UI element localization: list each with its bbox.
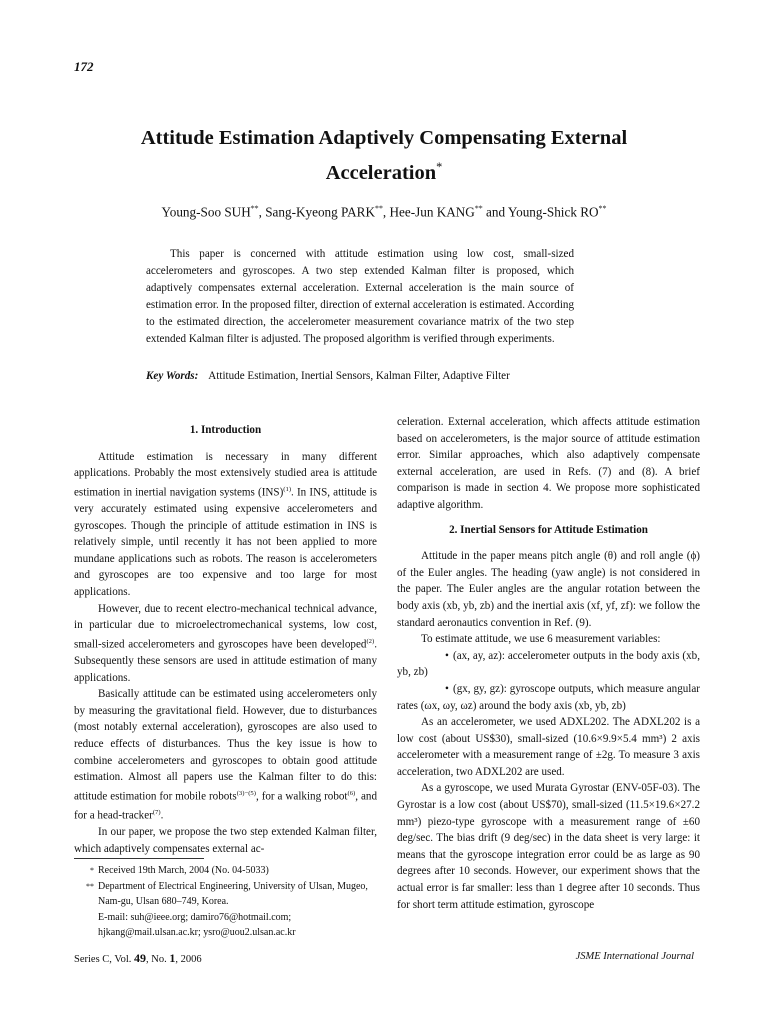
footer-number: 1 bbox=[169, 951, 176, 965]
footer-text: Series C, Vol. bbox=[74, 954, 134, 965]
section-heading: 1. Introduction bbox=[189, 424, 262, 436]
bullet-icon: • bbox=[445, 649, 449, 662]
abstract: This paper is concerned with attitude estimation using low cost, small-sized accelerometers and gyroscopes. A two step extended Kalman filter is proposed, which adaptively compensates external acceleration. External acceleration is the main source of estimation error. In the proposed filter, direction of external acceleration is estimated. According to the estimated direction, the accelerometer measurement covariance matrix of the two step extended Kalman filter is adjusted. The proposed algorithm is verified through experiments. bbox=[146, 248, 574, 346]
page-number: 172 bbox=[74, 59, 94, 74]
keywords bbox=[146, 370, 510, 382]
citation: (7) bbox=[152, 809, 161, 817]
left-column bbox=[74, 422, 377, 858]
text: . In INS, attitude is very accurately estimated using expensive accelerometers and gyroscopes. Though the principle of attitude estimation in INS is relatively simple, until recently it has not been applied to more mundane applications such as robots. The reason is accelerometers and gyroscopes are too expensive and too large for most applications. bbox=[74, 486, 378, 599]
paragraph: celeration. External acceleration, which affects attitude estimation based on accelerometers, is the major source of attitude estimation error. Similar approaches, which also adaptively compensate external acceleration, are used in Refs. (7) and (8). A brief comparison is made in section 4. We propose more sophisticated adaptive algorithm. bbox=[397, 416, 700, 511]
text: Basically attitude can be estimated using accelerometers only by measuring the gravitational field. However, due to disturbances (most notably external acceleration), gyroscopes are also used to reduce effects of disturbances. Thus the key issue is how to combine accelerometers and gyroscopes to obtain good attitude estimation. Almost all papers use the Kalman filter to do this: attitude estimation for mobile robots bbox=[74, 688, 377, 803]
authors bbox=[80, 204, 688, 220]
author-separator: , bbox=[382, 204, 390, 220]
paragraph bbox=[74, 449, 377, 601]
title-footnote-mark: * bbox=[436, 160, 443, 174]
title-line-2: Acceleration bbox=[325, 161, 437, 184]
footer-series bbox=[74, 951, 202, 966]
text: . Subsequently these sensors are used in attitude estimation of many applications. bbox=[74, 638, 377, 684]
paper-title bbox=[80, 124, 688, 188]
text: , and for a head-tracker bbox=[74, 790, 378, 822]
citation: (1) bbox=[283, 485, 292, 493]
paragraph bbox=[74, 686, 377, 824]
footer-volume: 49 bbox=[134, 951, 146, 965]
footnote bbox=[74, 863, 377, 879]
footnote-text: Received 19th March, 2004 (No. 04-5033) bbox=[98, 865, 269, 876]
citation: (2) bbox=[366, 637, 375, 645]
paragraph: To estimate attitude, we use 6 measurement variables: bbox=[421, 633, 661, 646]
citation: (6) bbox=[347, 789, 356, 797]
bullet-item bbox=[397, 681, 700, 714]
author-name: Young-Shick RO bbox=[507, 204, 599, 220]
text: . bbox=[160, 809, 164, 822]
paragraph: Attitude in the paper means pitch angle (θ) and roll angle (ϕ) of the Euler angles. The heading (yaw angle) is not considered in the paper. The Euler angles are the angular rotation between the body axis (xb, yb, zb) and the inertial axis (xf, yf, zf): we follow the standard aeronautics convention in Ref. (9). bbox=[397, 550, 700, 629]
bullet-icon: • bbox=[445, 682, 449, 695]
keywords-list: Attitude Estimation, Inertial Sensors, Kalman Filter, Adaptive Filter bbox=[208, 370, 510, 382]
footnote bbox=[74, 879, 377, 910]
footnote-text: E-mail: suh@ieee.org; damiro76@hotmail.com; bbox=[98, 911, 292, 923]
footnote-mark bbox=[74, 925, 98, 941]
author-mark: ** bbox=[375, 204, 383, 213]
footnote-mark: * bbox=[90, 866, 94, 875]
footer-text: , No. bbox=[146, 954, 170, 965]
author-mark: ** bbox=[598, 204, 607, 213]
author-name: Hee-Jun KANG bbox=[389, 204, 475, 220]
text: Attitude estimation is necessary in many different applications. Probably the most extensively studied area is attitude estimation in inertial navigation systems (INS) bbox=[74, 450, 377, 499]
paragraph: As a gyroscope, we used Murata Gyrostar (ENV-05F-03). The Gyrostar is a low cost (about US$70), small-sized (11.5×19.6×27.2 mm³) piezo-type gyroscope with a measurement range of ±60 deg/sec. The bias drift (9 deg/sec) in the data sheet is very large: it means that the gyroscope integration error could be as large as 90 degrees after 10 seconds. However, our experiment shows that the actual error is far smaller: less than 1 degree after 10 seconds. Thus for short term attitude estimation, gyroscope bbox=[397, 782, 700, 911]
footnote-text: Department of Electrical Engineering, University of Ulsan, Mugeo, Nam-gu, Ulsan 680–749, Korea. bbox=[98, 880, 368, 907]
author-separator: and bbox=[482, 204, 508, 220]
author-separator: , bbox=[258, 204, 266, 220]
right-column bbox=[397, 414, 700, 913]
keywords-label: Key Words: bbox=[146, 370, 199, 382]
footnote bbox=[74, 925, 377, 941]
bullet-item bbox=[397, 648, 700, 681]
author-mark: ** bbox=[250, 204, 259, 213]
title-line-1: Attitude Estimation Adaptively Compensating External bbox=[140, 127, 628, 149]
footer-year: , 2006 bbox=[175, 954, 202, 965]
author-name: Sang-Kyeong PARK bbox=[265, 204, 375, 220]
paragraph bbox=[74, 601, 377, 687]
footnotes bbox=[74, 863, 377, 941]
text: (ax, ay, az): accelerometer outputs in the body axis (xb, yb, zb) bbox=[397, 649, 700, 679]
author-mark: ** bbox=[474, 204, 483, 213]
footnote-mark: ** bbox=[86, 881, 94, 891]
footnote-mark bbox=[74, 910, 98, 926]
footer-journal: JSME International Journal bbox=[575, 951, 694, 962]
text: , for a walking robot bbox=[255, 790, 348, 803]
citation: (3)−(5) bbox=[236, 789, 256, 797]
paragraph: As an accelerometer, we used ADXL202. The ADXL202 is a low cost (about US$30), small-sized (10.6×9.9×5.4 mm³) 2 axis accelerometer with a measurement range of ±2g. To measure 3 axis acceleration, two ADXL202 are used. bbox=[397, 716, 700, 778]
paragraph: In our paper, we propose the two step extended Kalman filter, which adaptively compensates external ac- bbox=[74, 826, 377, 855]
section-heading: 2. Inertial Sensors for Attitude Estimation bbox=[449, 523, 648, 536]
footnote-text: hjkang@mail.ulsan.ac.kr; ysro@uou2.ulsan.ac.kr bbox=[98, 927, 296, 938]
text: However, due to recent electro-mechanical technical advance, in particular due to microelectromechanical systems, low cost, small-sized accelerometers and gyroscopes have been developed bbox=[74, 602, 377, 651]
text: (gx, gy, gz): gyroscope outputs, which measure angular rates (ωx, ωy, ωz) around the body axis (xb, yb, zb) bbox=[397, 682, 700, 712]
footnote bbox=[74, 910, 377, 926]
footnote-rule bbox=[74, 858, 204, 859]
author-name: Young-Soo SUH bbox=[161, 204, 251, 220]
